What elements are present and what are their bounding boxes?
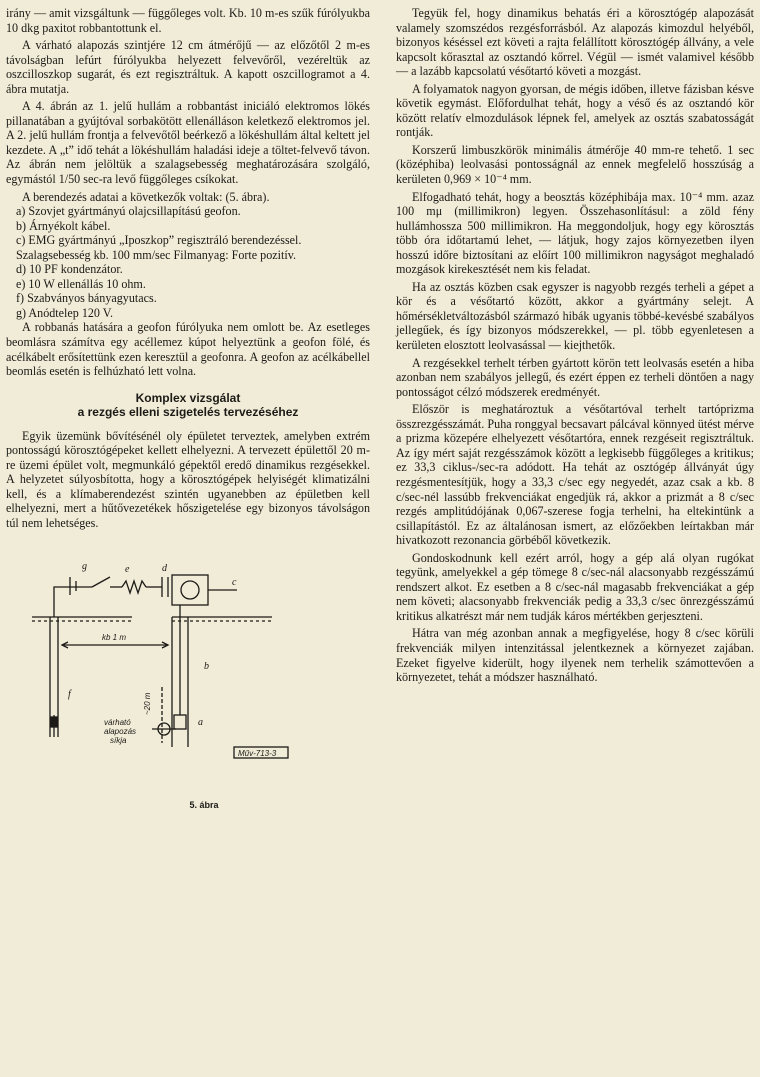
list-item: c) EMG gyártmányú „Iposzkop” regisztráló berendezéssel. Szalagsebesség kb. 100 mm/sec Filmanyag: Forte pozitív. (16, 233, 302, 262)
paragraph: Hátra van még azonban annak a megfigyelése, hogy 8 c/sec körüli frekvenciák milyen intenzitással jelentkeznek a környezet zajában. Ezeket figyelve kiderült, hogy ilyenek nem terhelik számottevően a környezetet, tehát a módszer használható. (396, 626, 754, 685)
paragraph: Korszerű limbuszkörök minimális átmérője 40 mm-re tehető. 1 sec (középhiba) leolvasási pontosságnál az ennek megfelelő hosszúság a kerületen 0,969 × 10⁻⁴ mm. (396, 142, 754, 187)
paragraph: Ha az osztás közben csak egyszer is nagyobb rezgés terheli a gépet a kör és a vésőtartó között, akkor a gyártmány selejt. A hőmérsékletváltozásból származó hibák ugyanis többé-kevésbé szabályos jellegűek, és így bizonyos módszerekkel, — pl. több egyenletesen a kerületen elosztott leolvasással — kiejthetők. (396, 279, 754, 353)
label-e: e (125, 563, 130, 575)
depth-label: ~20 m (143, 692, 152, 715)
heading-line: Komplex vizsgálat (135, 390, 241, 405)
foundation-label: várható (104, 717, 131, 727)
paragraph: A rezgésekkel terhelt térben gyártott körön tett leolvasás esetén a hiba azonban nem szabályos jellegű, és ezért éppen ez terheli döntően a nagy pontosságot célzó módszerek eredményét. (396, 355, 754, 399)
switch (92, 577, 110, 587)
label-f: f (68, 688, 71, 700)
paragraph: A robbanás hatására a geofon fúrólyuka nem omlott be. Az esetleges beomlásra számítva egy acéllemez kúpot helyeztünk a geofon fölé, és acélkábelt erősítettünk ezen keresztül a geofonra. A geofon az acélkábellel beomlás esetén is felhúzható lett volna. (6, 320, 370, 379)
paragraph: irány — amit vizsgáltunk — függőleges volt. Kb. 10 m-es szűk fúrólyukba 10 dkg paxitot robbantottunk el. (6, 6, 370, 35)
label-c: c (232, 576, 237, 588)
list-item: b) Árnyékolt kábel. (16, 218, 111, 233)
stamp-text: Műv-713-3 (238, 748, 277, 758)
left-column (6, 6, 370, 810)
detonator-wire (54, 587, 92, 617)
paragraph: A berendezés adatai a következők voltak: (5. ábra). (22, 189, 270, 204)
label-b: b (204, 660, 209, 672)
paragraph: Egyik üzemünk bővítésénél oly épületet terveztek, amelyben extrém pontosságú körosztógépeket kellett elhelyezni. A tervezett épülettől 20 m-re üzemi épület volt, megmunkáló gépektől eredő dinamikus rezgésekkel. A helyzetet súlyosbította, hogy a körosztógépek helyiségét klimatizálni kell, és a klímaberendezést szintén ugyanebben az épületben kell elhelyezni, mert a hűtővezetékek hőszigetelése egy bizonyos távolságon túl nem lehetséges. (6, 428, 370, 530)
list-item: a) Szovjet gyártmányú olajcsillapítású geofon. (16, 204, 241, 219)
paragraph: Gondoskodnunk kell ezért arról, hogy a gép alá olyan rugókat tegyünk, amelyekkel a gép tömege 8 c/sec-nál alacsonyabb rezgésszámú rendszert alkot. Ez esetben a 8 c/sec-nál magasabb frekvenciákat a gép nem követi; alacsonyabb frekvenciák pedig a 33,3 c/sec önrezgésszámú kritikus alkatrészt már nem tudják káros mértékben gerjeszteni. (396, 550, 754, 623)
right-column (396, 6, 754, 685)
figure-5 (22, 547, 322, 810)
label-g: g (82, 560, 87, 572)
label-a: a (198, 716, 203, 728)
equipment-list (6, 204, 370, 320)
list-item: d) 10 PF kondenzátor. (16, 262, 123, 277)
paragraph: Először is meghatároztuk a vésőtartóval terhelt tartóprizma összrezgésszámát. Puha ronggyal becsavart pálcával könnyed ütést mérve a prizma közepére elhelyezett vésőtartóra, ennek rezgéseit regisztráltuk. Az így mért saját rezgésszámok között a legkisebb függőleges a kritikus; ez 33,3 ciklus-/sec-ra adódott. Ha tehát az osztógép állványát úgy rezgésmentesítjük, hogy a 33,3 c/sec egy negyedét, azaz csak a kb. 8 c/sec-nél lassúbb frekvenciákat engedjük rá, akkor a prizmát a 8 c/sec rezgés amplitúdójának 0,067-szerese fogja terhelni, ha eltekintünk a csillapítástól. Ez az általánosan ismert, az előzőekben leírtakban már hivatkozott rezonancia görbéből következik. (396, 402, 754, 548)
figure-caption: 5. ábra (189, 799, 219, 810)
paragraph: Elfogadható tehát, hogy a beosztás középhibája max. 10⁻⁴ mm. azaz 100 mμ (millimikron) legyen. Összehasonlításul: a zöld fény hullámhossza 500 millimikron. Ha meggondoljuk, hogy egy körosztás több óra időtartamú lehet, — látjuk, hogy zajos környezetben ilyen hosszú időre biztosítani az előírt 100 millimikron nagyságot meghaladó mozgások kirekesztését nem kis feladat. (396, 189, 754, 277)
foundation-label: alapozás (104, 726, 137, 736)
recorder (172, 575, 208, 605)
detonator (51, 717, 57, 727)
paragraph: Tegyük fel, hogy dinamikus behatás éri a körosztógép alapozását valamely szomszédos rezgésforrásból. Az alapozás kimozdul helyéből, bizonyos késéssel ezt követi a rajta felállított körosztógép állvány, a vele kapcsolt kőrasztal az osztandó kőrrel. Végül — ismét valamivel később — a lazább kapcsolatú vésőtartó követi a mozgást. (396, 6, 754, 79)
geophone (174, 715, 186, 729)
recorder-drum (181, 581, 199, 599)
distance-label: kb 1 m (102, 632, 127, 642)
paragraph: A várható alapozás szintjére 12 cm átmérőjű — az előzőtől 2 m-es távolságban lefúrt fúrólyukba helyezett felvevőről, vezéreltük az oszcilloszkop sugarát, és ezt regisztráltuk. A kapott oszcillogramot a 4. ábra mutatja. (6, 38, 370, 96)
heading-line: a rezgés elleni szigetelés tervezéséhez (77, 404, 299, 419)
foundation-label: síkja (110, 735, 127, 745)
paragraph: A folyamatok nagyon gyorsan, de mégis időben, illetve fázisban késve követik egymást. Előfordulhat tehát, hogy a véső és az osztandó kör között relatív elmozdulások lépnek fel, amelyek az osztás szabatosságát rontják. (396, 81, 754, 140)
resistor (122, 581, 146, 593)
label-d: d (162, 562, 167, 574)
section-heading (6, 391, 370, 419)
list-item: f) Szabványos bányagyutacs. (16, 291, 157, 306)
list-item: g) Anódtelep 120 V. (16, 305, 113, 320)
paragraph: A 4. ábrán az 1. jelű hullám a robbantást iniciáló elektromos lökés pillanatában a gyújtóval sorbakötött ellenálláson keletkező elektromos jel. A 2. jelű hullám frontja a felvevőtől beérkező a lökéshullám által keltett jel kezdete. A „t” idő tehát a lökéshullám haladási ideje a töltet-felvevő távon. Az ábrán nem jelöltük a szalagsebesség meghatározására szolgáló, egymástól 1/50 sec-ra levő függőleges csíkokat. (6, 99, 370, 187)
list-item: e) 10 W ellenállás 10 ohm. (16, 276, 146, 291)
equipment-diagram (22, 547, 322, 762)
